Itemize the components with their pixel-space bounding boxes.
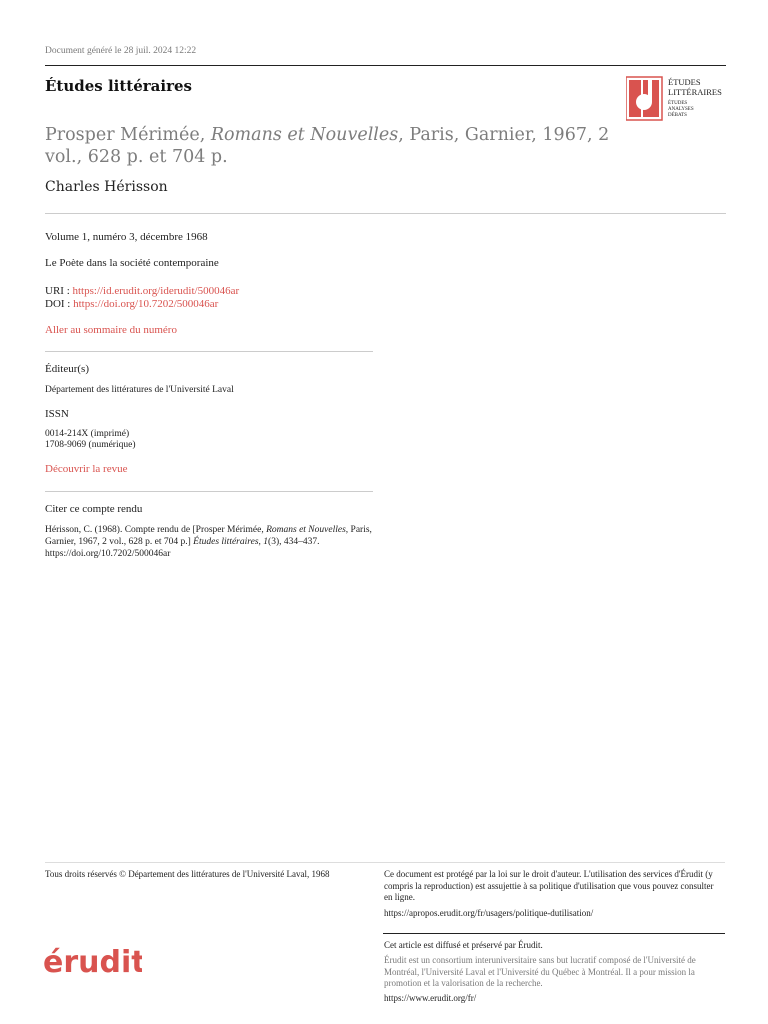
erudit-logo-icon [42, 936, 142, 976]
issn-digital: 1708-9069 (numérique) [45, 440, 136, 450]
uri-label: URI : [45, 285, 73, 297]
footer-rule-2 [383, 933, 725, 934]
footer-copyright: Ce document est protégé par la loi sur le droit d'auteur. L'utilisation des services d'Érudit (y compris la reproduction) est assujettie à sa politique d'utilisation que vous pouvez consulter en ligne. [384, 869, 714, 902]
logo-line-1: ÉTUDES [668, 77, 701, 87]
logo-sub-3: DÉBATS [668, 113, 687, 118]
citation-a: Hérisson, C. (1968). Compte rendu de [Prosper Mérimée, [45, 525, 267, 535]
journal-name: Études littéraires [45, 77, 192, 95]
issn-heading: ISSN [45, 408, 69, 420]
issue-theme: Le Poète dans la société contemporaine [45, 257, 219, 269]
journal-logo[interactable] [626, 76, 736, 122]
doi-line [45, 298, 218, 310]
volume-info: Volume 1, numéro 3, décembre 1968 [45, 231, 208, 243]
logo-sub-1: ÉTUDES [668, 101, 688, 106]
diffusion-text: Cet article est diffusé et préservé par Érudit. [384, 940, 543, 950]
etudes-litteraires-logo-icon [626, 76, 736, 122]
uri-link[interactable]: https://id.erudit.org/iderudit/500046ar [72, 285, 240, 297]
generated-date: Document généré le 28 juil. 2024 12:22 [45, 46, 197, 56]
citation-e: , [258, 537, 264, 547]
citation-c: , Paris, Garnier, 1967, 2 vol., 628 p. et 704 p.] [45, 525, 372, 547]
erudit-logo-text: érudit [43, 945, 142, 976]
doi-label: DOI : [45, 298, 74, 310]
author-name: Charles Hérisson [45, 179, 168, 195]
footer-rule [45, 862, 725, 863]
title-part-1: Prosper Mérimée, [45, 125, 211, 145]
separator [45, 491, 373, 492]
separator [45, 213, 726, 214]
erudit-logo[interactable] [42, 936, 142, 976]
summary-link[interactable]: Aller au sommaire du numéro [45, 324, 177, 336]
uri-line [45, 285, 239, 297]
top-rule [45, 65, 726, 66]
publisher-name: Département des littératures de l'Université Laval [45, 385, 234, 395]
citation-b: Romans et Nouvelles [266, 525, 346, 535]
erudit-description: Érudit est un consortium interuniversitaire sans but lucratif composé de l'Université de Montréal, l'Université Laval et l'Université du Québec à Montréal. Il a pour mission la promotion et la valorisation de la recherche. [384, 955, 696, 988]
title-italic: Romans et Nouvelles [210, 125, 399, 145]
cite-heading: Citer ce compte rendu [45, 503, 143, 515]
publisher-heading: Éditeur(s) [45, 363, 89, 375]
doi-link[interactable]: https://doi.org/10.7202/500046ar [73, 298, 219, 310]
logo-line-2: LITTÉRAIRES [668, 87, 722, 97]
citation-f: 1 [263, 537, 269, 547]
issn-print: 0014-214X (imprimé) [45, 429, 130, 439]
separator [45, 351, 373, 352]
article-title [45, 124, 625, 168]
discover-link[interactable]: Découvrir la revue [45, 463, 128, 475]
footer-rights: Tous droits réservés © Département des littératures de l'Université Laval, 1968 [45, 869, 330, 879]
citation [45, 524, 375, 560]
title-part-2: , Paris, Garnier, 1967, 2 vol., 628 p. et 704 p. [45, 125, 610, 167]
citation-d: Études littéraires [193, 537, 259, 547]
policy-link[interactable]: https://apropos.erudit.org/fr/usagers/politique-dutilisation/ [384, 908, 594, 918]
erudit-link[interactable]: https://www.erudit.org/fr/ [384, 993, 477, 1003]
citation-g: (3), 434–437. https://doi.org/10.7202/500046ar [45, 537, 320, 559]
logo-sub-2: ANALYSES [668, 107, 694, 112]
